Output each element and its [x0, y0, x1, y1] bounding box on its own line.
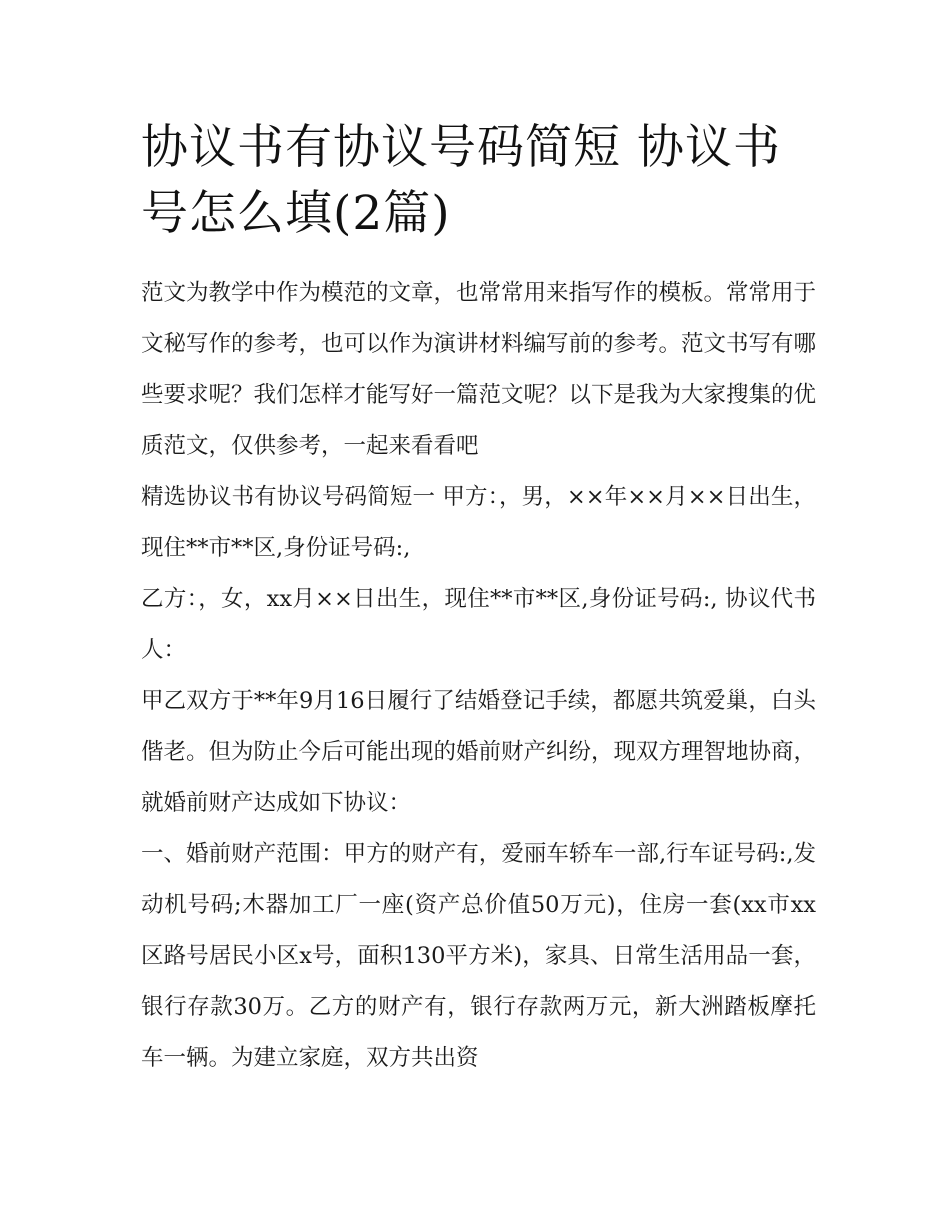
document-body — [141, 268, 816, 1084]
paragraph-clause-1: 一、婚前财产范围：甲方的财产有，爱丽车轿车一部,行车证号码:,发动机号码;木器加工厂一座(资产总价值50万元)，住房一套(xx市xx区路号居民小区x号，面积130平方米)，家具、日常生活用品一套，银行存款30万。乙方的财产有，银行存款两万元，新大洲踏板摩托车一辆。为建立家庭，双方共出资 — [141, 841, 816, 1071]
document-page — [141, 115, 816, 1084]
paragraph-preamble: 甲乙双方于**年9月16日履行了结婚登记手续，都愿共筑爱巢，白头偕老。但为防止今后可能出现的婚前财产纠纷，现双方理智地协商，就婚前财产达成如下协议： — [141, 688, 817, 816]
paragraph-intro: 范文为教学中作为模范的文章，也常常用来指写作的模板。常常用于文秘写作的参考，也可以作为演讲材料编写前的参考。范文书写有哪些要求呢？我们怎样才能写好一篇范文呢？以下是我为大家搜集的优质范文，仅供参考，一起来看看吧 — [141, 280, 817, 459]
paragraph-party-a: 精选协议书有协议号码简短一 甲方：，男，××年××月××日出生，现住**市**区,身份证号码:, — [141, 484, 816, 561]
paragraph-party-b: 乙方：，女，xx月××日出生，现住**市**区,身份证号码:, 协议代书人： — [141, 586, 816, 663]
document-title: 协议书有协议号码简短 协议书号怎么填(2篇) — [141, 120, 781, 241]
